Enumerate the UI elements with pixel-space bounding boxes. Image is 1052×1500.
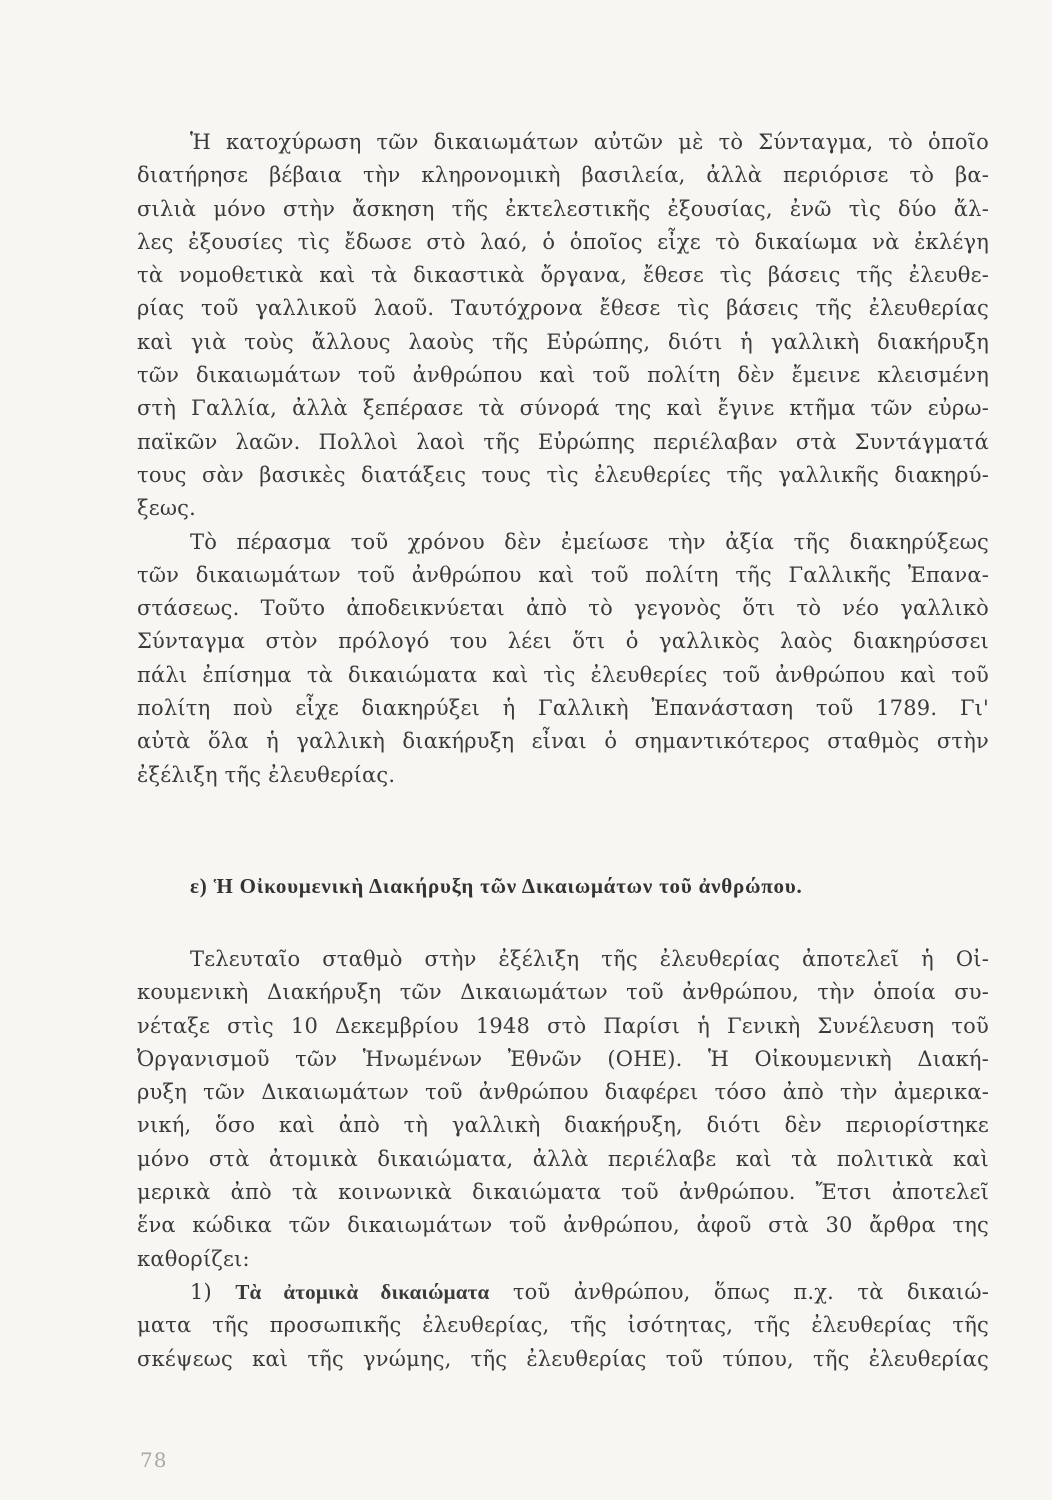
body-text-upper (137, 126, 989, 792)
paragraph-1-line-1: Ἡ κατοχύρωση τῶν δικαιωμάτων αὐτῶν μὲ τὸ Σύνταγμα, τὸ ὁποῖο (190, 130, 989, 154)
paragraph-1-line-7: καὶ γιὰ τοὺς ἄλλους λαοὺς τῆς Εὐρώπης, διότι ἡ γαλλικὴ διακήρυξη (137, 329, 989, 354)
paragraph-3-line-3: νέταξε στὶς 10 Δεκεμβρίου 1948 στὸ Παρίσι ἡ Γενικὴ Συνέλευση τοῦ (137, 1013, 989, 1038)
body-text-lower (137, 943, 989, 1376)
paragraph-3-line-5: ρυξη τῶν Δικαιωμάτων τοῦ ἀνθρώπου διαφέρει τόσο ἀπὸ τὴν ἀμερικα- (137, 1080, 989, 1105)
section-heading: ε) Ἡ Οἰκουμενικὴ Διακήρυξη τῶν Δικαιωμάτων τοῦ ἀνθρώπου. (190, 874, 803, 898)
paragraph-1-line-8: τῶν δικαιωμάτων τοῦ ἀνθρώπου καὶ τοῦ πολίτη δὲν ἔμεινε κλεισμένη (137, 363, 989, 388)
paragraph-3-line-8: μερικὰ ἀπὸ τὰ κοινωνικὰ δικαιώματα τοῦ ἀνθρώπου. Ἔτσι ἀποτελεῖ (137, 1180, 989, 1205)
paragraph-2-line-2: τῶν δικαιωμάτων τοῦ ἀνθρώπου καὶ τοῦ πολίτη τῆς Γαλλικῆς Ἐπανα- (137, 562, 989, 587)
list-item-1-line-3: σκέψεως καὶ τῆς γνώμης, τῆς ἐλευθερίας τοῦ τύπου, τῆς ἐλευθερίας (137, 1346, 989, 1371)
paragraph-2-line-7: αὐτὰ ὅλα ἡ γαλλικὴ διακήρυξη εἶναι ὁ σημαντικότερος σταθμὸς στὴν (137, 729, 989, 754)
list-item-1-line-1 (137, 1276, 989, 1309)
paragraph-3-line-4: Ὀργανισμοῦ τῶν Ἡνωμένων Ἐθνῶν (ΟΗΕ). Ἡ Οἰκουμενικὴ Διακή- (137, 1046, 989, 1071)
list-item-1-title: Τὰ ἀτομικὰ δικαιώματα (235, 1279, 490, 1304)
paragraph-1-line-9: στὴ Γαλλία, ἀλλὰ ξεπέρασε τὰ σύνορά της καὶ ἔγινε κτῆμα τῶν εὐρω- (137, 396, 989, 421)
list-item-1-number: 1) (190, 1279, 236, 1304)
page-number: 78 (140, 1448, 168, 1472)
list-item-1-text: τοῦ ἀνθρώπου, ὅπως π.χ. τὰ δικαιώ- (489, 1279, 989, 1304)
paragraph-3-line-10: καθορίζει: (137, 1246, 250, 1271)
paragraph-3-line-1: Τελευταῖο σταθμὸ στὴν ἐξέλιξη τῆς ἐλευθερίας ἀποτελεῖ ἡ Οἰ- (190, 947, 989, 971)
paragraph-2-line-5: πάλι ἐπίσημα τὰ δικαιώματα καὶ τὶς ἐλευθερίες τοῦ ἀνθρώπου καὶ τοῦ (137, 662, 989, 687)
paragraph-1-line-11: τους σὰν βασικὲς διατάξεις τους τὶς ἐλευθερίες τῆς γαλλικῆς διακηρύ- (137, 462, 989, 487)
paragraph-3-line-6: νική, ὅσο καὶ ἀπὸ τὴ γαλλικὴ διακήρυξη, διότι δὲν περιορίστηκε (137, 1113, 989, 1138)
paragraph-2-line-6: πολίτη ποὺ εἶχε διακηρύξει ἡ Γαλλικὴ Ἐπανάσταση τοῦ 1789. Γι' (137, 696, 989, 721)
paragraph-1-line-5: τὰ νομοθετικὰ καὶ τὰ δικαστικὰ ὄργανα, ἔθεσε τὶς βάσεις τῆς ἐλευθε- (137, 263, 989, 288)
paragraph-1-line-4: λες ἐξουσίες τὶς ἔδωσε στὸ λαό, ὁ ὁποῖος εἶχε τὸ δικαίωμα νὰ ἐκλέγη (137, 229, 989, 254)
paragraph-3-line-7: μόνο στὰ ἀτομικὰ δικαιώματα, ἀλλὰ περιέλαβε καὶ τὰ πολιτικὰ καὶ (137, 1146, 989, 1171)
paragraph-1-line-2: διατήρησε βέβαια τὴν κληρονομικὴ βασιλεία, ἀλλὰ περιόρισε τὸ βα- (137, 163, 989, 188)
paragraph-2-line-4: Σύνταγμα στὸν πρόλογό του λέει ὅτι ὁ γαλλικὸς λαὸς διακηρύσσει (137, 629, 989, 654)
paragraph-1-line-12: ξεως. (137, 496, 197, 521)
paragraph-3-line-9: ἕνα κώδικα τῶν δικαιωμάτων τοῦ ἀνθρώπου, ἀφοῦ στὰ 30 ἄρθρα της (137, 1213, 989, 1238)
paragraph-2-line-3: στάσεως. Τοῦτο ἀποδεικνύεται ἀπὸ τὸ γεγονὸς ὅτι τὸ νέο γαλλικὸ (137, 596, 989, 621)
paragraph-1-line-6: ρίας τοῦ γαλλικοῦ λαοῦ. Ταυτόχρονα ἔθεσε τὶς βάσεις τῆς ἐλευθερίας (137, 296, 989, 321)
paragraph-2-line-8: ἐξέλιξη τῆς ἐλευθερίας. (137, 762, 396, 787)
paragraph-2-line-1: Τὸ πέρασμα τοῦ χρόνου δὲν ἐμείωσε τὴν ἀξία τῆς διακηρύξεως (190, 529, 989, 554)
paragraph-1-line-10: παϊκῶν λαῶν. Πολλοὶ λαοὶ τῆς Εὐρώπης περιέλαβαν στὰ Συντάγματά (137, 429, 989, 454)
paragraph-3-line-2: κουμενικὴ Διακήρυξη τῶν Δικαιωμάτων τοῦ ἀνθρώπου, τὴν ὁποία συ- (137, 980, 989, 1005)
paragraph-1-line-3: σιλιὰ μόνο στὴν ἄσκηση τῆς ἐκτελεστικῆς ἐξουσίας, ἐνῶ τὶς δύο ἄλ- (137, 196, 989, 221)
list-item-1-line-2: ματα τῆς προσωπικῆς ἐλευθερίας, τῆς ἰσότητας, τῆς ἐλευθερίας τῆς (137, 1313, 989, 1338)
